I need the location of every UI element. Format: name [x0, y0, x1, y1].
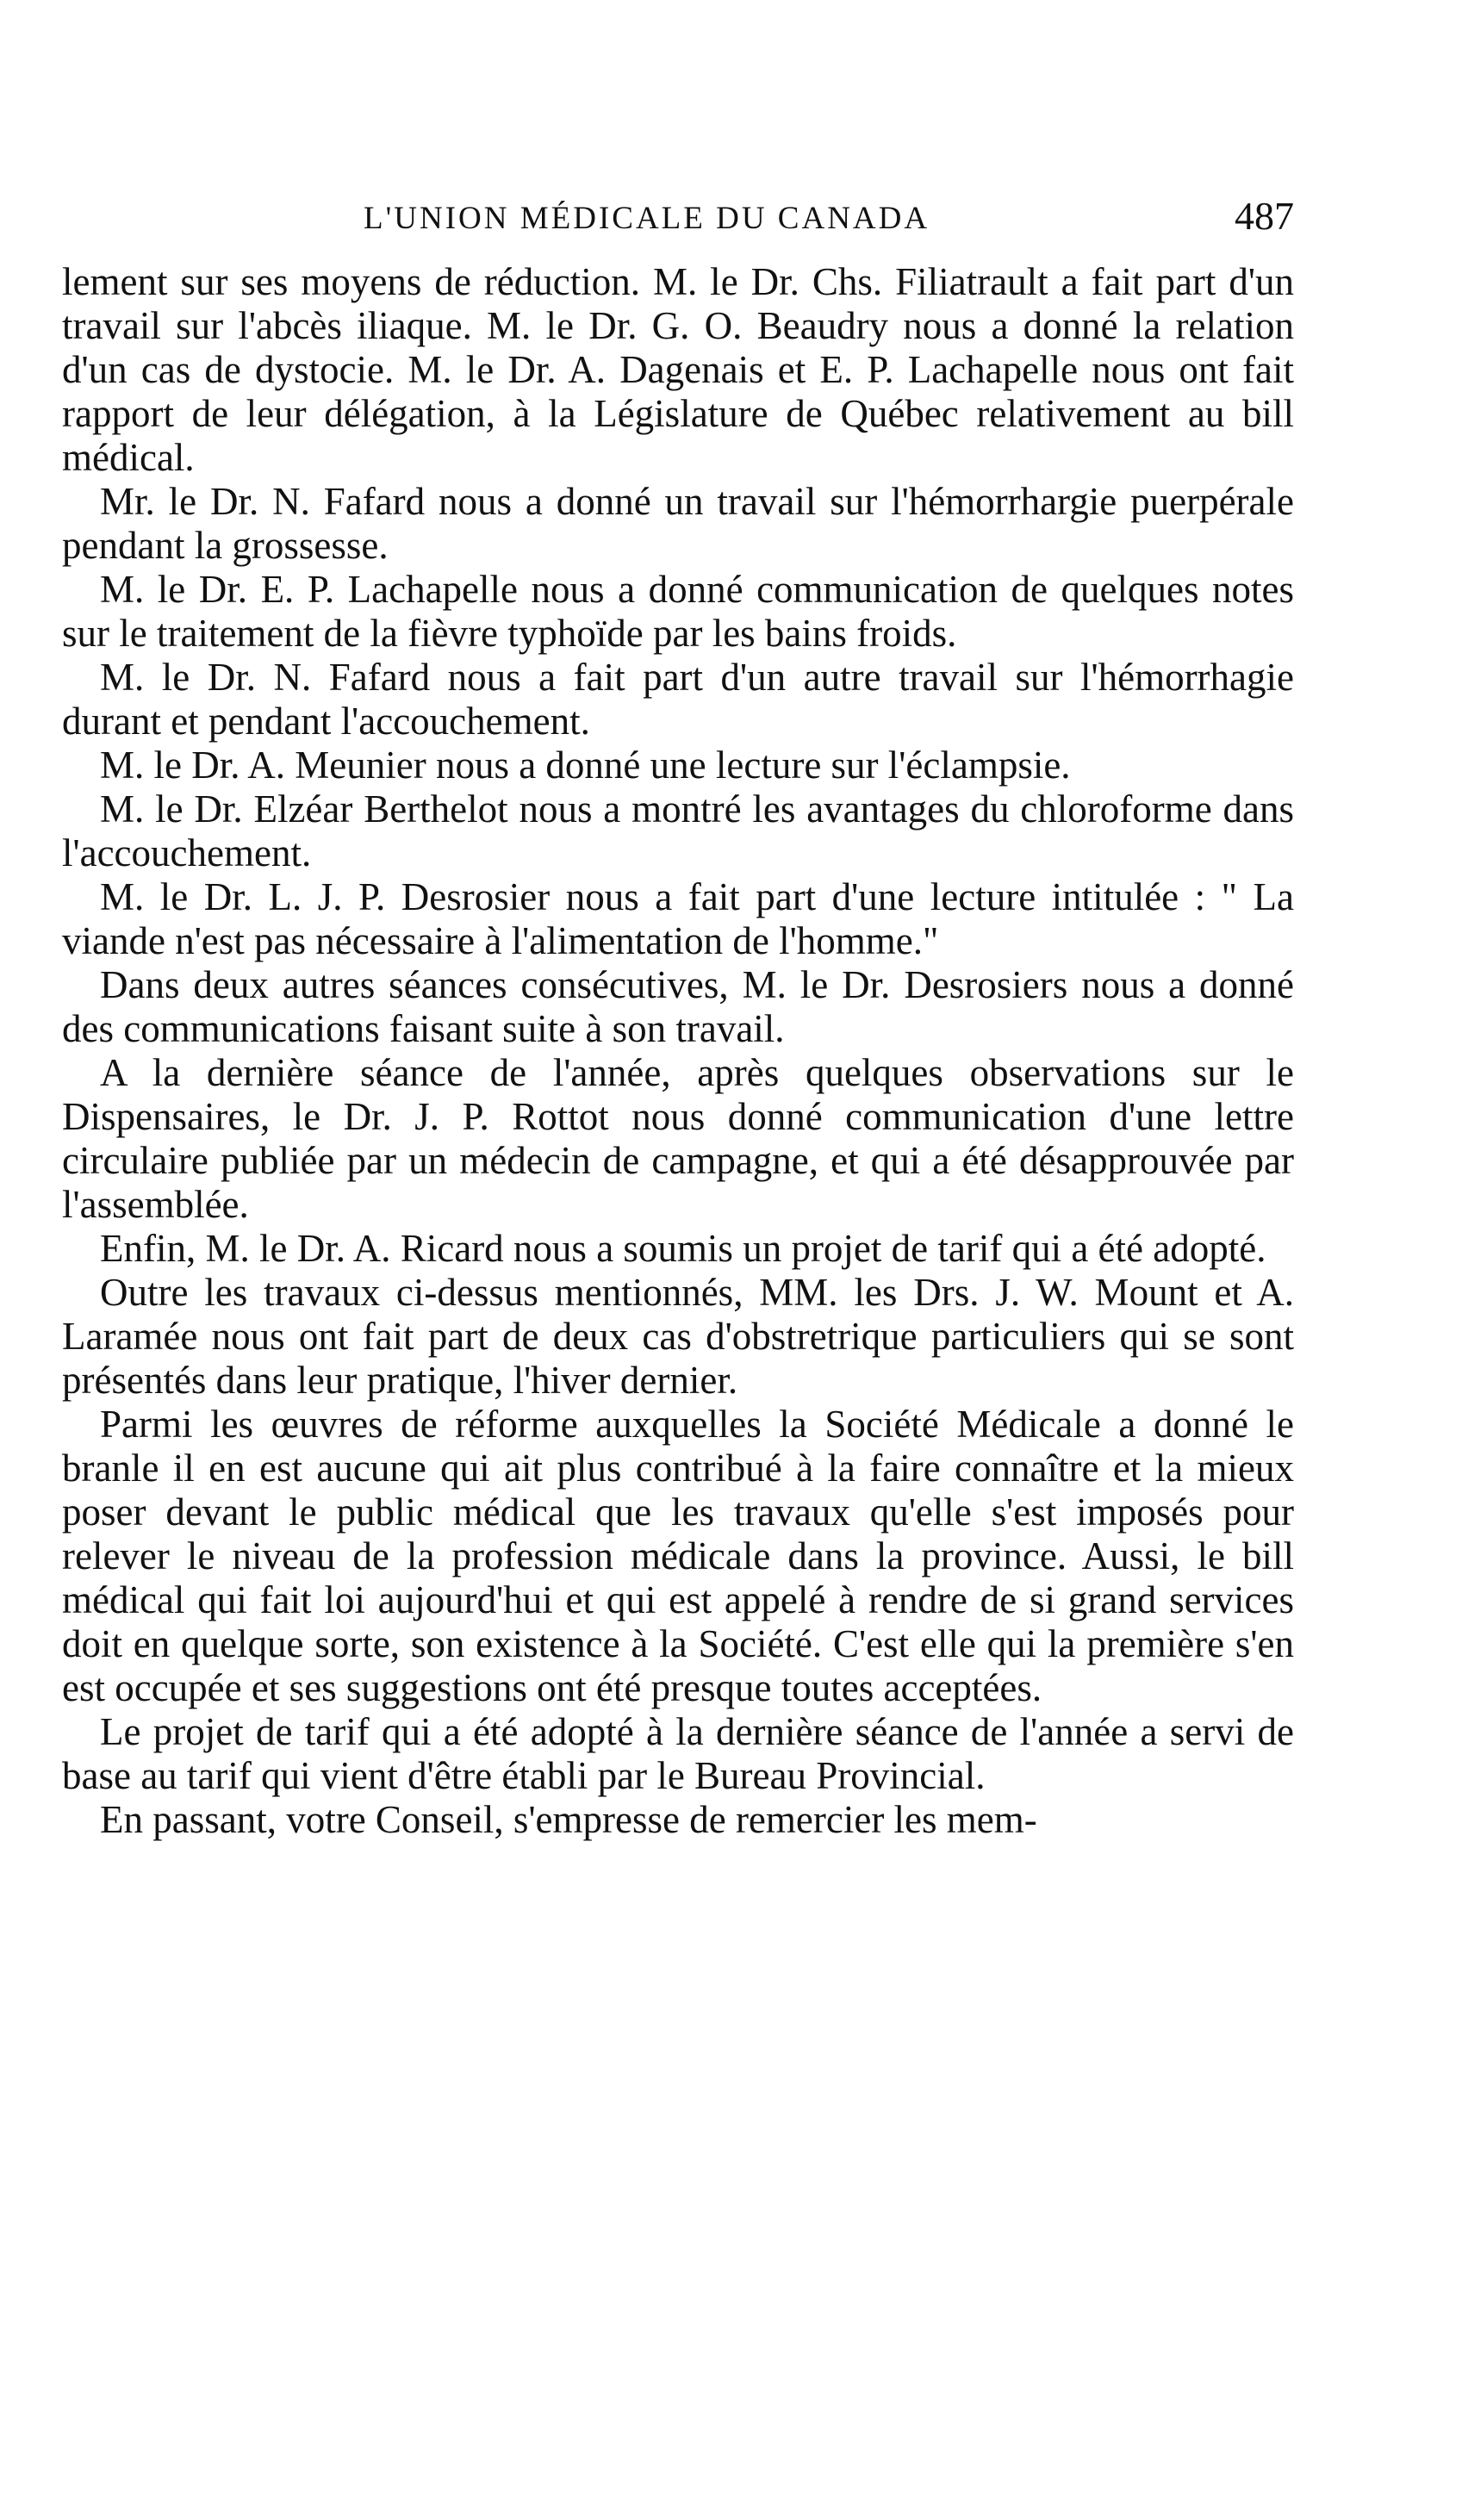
paragraph: M. le Dr. A. Meunier nous a donné une lecture sur l'éclampsie. [100, 744, 1071, 787]
paragraph: A la dernière séance de l'année, après quelques observations sur le Dispensaires, le Dr. J. P. Rottot nous donné communication d'une lettre circulaire publiée par un médecin de campagne, et qui a été désapprouvée par l'assemblée. [62, 1051, 1294, 1226]
paragraph: Mr. le Dr. N. Fafard nous a donné un travail sur l'hémorrhargie puerpérale pendant la grossesse. [62, 480, 1294, 567]
paragraph: lement sur ses moyens de réduction. M. le Dr. Chs. Filiatrault a fait part d'un travail sur l'abcès iliaque. M. le Dr. G. O. Beaudry nous a donné la relation d'un cas de dystocie. M. le Dr. A. Dagenais et E. P. Lachapelle nous ont fait rapport de leur délégation, à la Législature de Québec relativement au bill médical. [62, 260, 1294, 479]
paragraph: Parmi les œuvres de réforme auxquelles la Société Médicale a donné le branle il en est aucune qui ait plus contribué à la faire connaître et la mieux poser devant le public médical que les travaux qu'elle s'est imposés pour relever le niveau de la profession médicale dans la province. Aussi, le bill médical qui fait loi aujourd'hui et qui est appelé à rendre de si grand services doit en quelque sorte, son existence à la Société. C'est elle qui la première s'en est occupée et ses suggestions ont été presque toutes acceptées. [62, 1403, 1294, 1709]
paragraph: M. le Dr. N. Fafard nous a fait part d'un autre travail sur l'hémorrhagie durant et pendant l'accouchement. [62, 656, 1294, 743]
paragraph: Le projet de tarif qui a été adopté à la dernière séance de l'année a servi de base au tarif qui vient d'être établi par le Bureau Provincial. [62, 1710, 1294, 1797]
paragraph: M. le Dr. L. J. P. Desrosier nous a fait part d'une lecture intitulée : " La viande n'est pas nécessaire à l'alimentation de l'homme." [62, 875, 1294, 962]
document-page [62, 194, 1294, 1842]
body-text [62, 260, 1294, 1842]
page-number: 487 [1235, 194, 1294, 238]
journal-title: L'UNION MÉDICALE DU CANADA [364, 201, 930, 236]
paragraph: Dans deux autres séances consécutives, M. le Dr. Desrosiers nous a donné des communications faisant suite à son travail. [62, 963, 1294, 1050]
paragraph: M. le Dr. Elzéar Berthelot nous a montré les avantages du chloroforme dans l'accouchement. [62, 787, 1294, 874]
running-header [62, 194, 1294, 260]
paragraph: Enfin, M. le Dr. A. Ricard nous a soumis un projet de tarif qui a été adopté. [100, 1227, 1266, 1270]
paragraph: Outre les travaux ci-dessus mentionnés, MM. les Drs. J. W. Mount et A. Laramée nous ont fait part de deux cas d'obstretrique particuliers qui se sont présentés dans leur pratique, l'hiver dernier. [62, 1271, 1294, 1402]
paragraph: En passant, votre Conseil, s'empresse de remercier les mem- [100, 1798, 1037, 1841]
paragraph: M. le Dr. E. P. Lachapelle nous a donné communication de quelques notes sur le traitement de la fièvre typhoïde par les bains froids. [62, 568, 1294, 655]
